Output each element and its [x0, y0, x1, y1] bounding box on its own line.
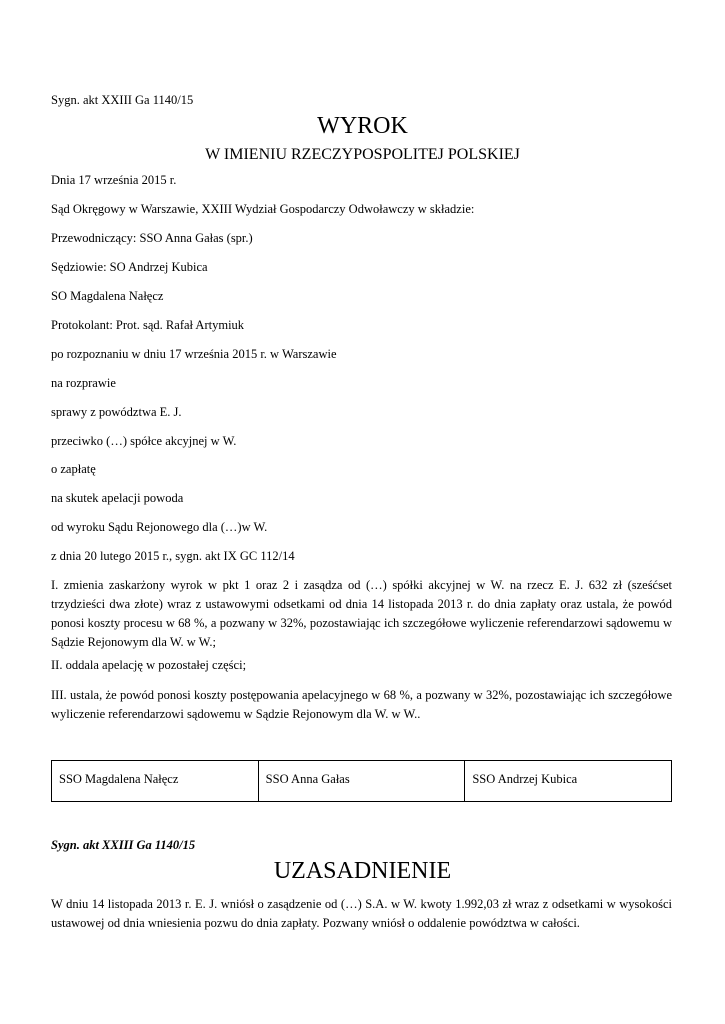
hearing-type-line: na rozprawie — [51, 376, 116, 390]
court-line: Sąd Okręgowy w Warszawie, XXIII Wydział Gospodarczy Odwoławczy w składzie: — [51, 202, 475, 216]
lower-court-date-line: z dnia 20 lutego 2015 r., sygn. akt IX GC 112/14 — [51, 549, 295, 563]
signature-cell: SSO Anna Gałas — [259, 761, 466, 801]
ruling-point-1: I. zmienia zaskarżony wyrok w pkt 1 oraz 2 i zasądza od (…) spółki akcyjnej w W. na rzecz E. J. 632 zł (sześćset trzydzieści dwa złote) wraz z ustawowymi odsetkami od dnia 14 listopada 2013 r. do dnia zapłaty oraz ustala, że powód ponosi koszty procesu w 68 %, a pozwany w 32%, pozostawiając ich szczegółowe wyliczenie referendarzowi sądowemu w Sądzie Rejonowym dla W. w W.; — [51, 578, 672, 649]
signature-table — [51, 760, 672, 802]
justification-text: W dniu 14 listopada 2013 r. E. J. wniósł o zasądzenie od (…) S.A. w W. kwoty 1.992,03 zł wraz z odsetkami w wysokości ustawowej od dnia wniesienia pozwu do dnia zapłaty. Pozwany wniósł o oddalenie powództwa w całości. — [51, 897, 672, 930]
lower-court-line: od wyroku Sądu Rejonowego dla (…)w W. — [51, 520, 268, 534]
ruling-point-3: III. ustala, że powód ponosi koszty postępowania apelacyjnego w 68 %, a pozwany w 32%, pozostawiając ich szczegółowe wyliczenie referendarzowi sądowemu w Sądzie Rejonowym dla W. w W.. — [51, 688, 672, 721]
appeal-line: na skutek apelacji powoda — [51, 491, 184, 505]
date-line: Dnia 17 września 2015 r. — [51, 173, 177, 187]
signature-cell: SSO Magdalena Nałęcz — [52, 761, 259, 801]
presiding-judge-line: Przewodniczący: SSO Anna Gałas (spr.) — [51, 231, 253, 245]
claimant-line: sprawy z powództwa E. J. — [51, 405, 182, 419]
judge-line: SO Magdalena Nałęcz — [51, 289, 164, 303]
document-subtitle: W IMIENIU RZECZYPOSPOLITEJ POLSKIEJ — [205, 146, 520, 163]
case-number: Sygn. akt XXIII Ga 1140/15 — [51, 93, 194, 107]
defendant-line: przeciwko (…) spółce akcyjnej w W. — [51, 434, 237, 448]
judges-line: Sędziowie: SO Andrzej Kubica — [51, 260, 208, 274]
hearing-date-line: po rozpoznaniu w dniu 17 września 2015 r. w Warszawie — [51, 347, 337, 361]
justification-case-number: Sygn. akt XXIII Ga 1140/15 — [51, 838, 196, 852]
subject-line: o zapłatę — [51, 462, 96, 476]
ruling-point-2: II. oddala apelację w pozostałej części; — [51, 658, 247, 672]
clerk-line: Protokolant: Prot. sąd. Rafał Artymiuk — [51, 318, 245, 332]
document-title: WYROK — [317, 113, 408, 139]
signature-cell: SSO Andrzej Kubica — [472, 772, 578, 786]
justification-heading: UZASADNIENIE — [273, 858, 452, 884]
